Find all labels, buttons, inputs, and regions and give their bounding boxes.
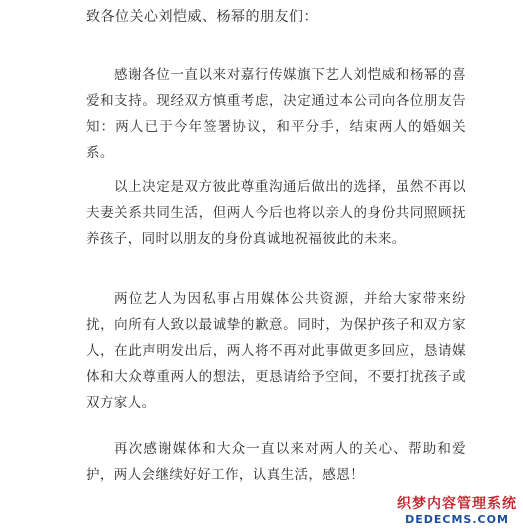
- watermark-en-text: DEDECMS.COM: [405, 513, 509, 526]
- paragraph-decision: 以上决定是双方彼此尊重沟通后做出的选择，虽然不再以夫妻关系共同生活，但两人今后也将以亲人的身份共同照顾抚养孩子，同时以朋友的身份真诚地祝福彼此的未来。: [86, 179, 466, 247]
- paragraph-announcement: 感谢各位一直以来对嘉行传媒旗下艺人刘恺威和杨幂的喜爱和支持。现经双方慎重考虑，决定通过本公司向各位朋友告知：两人已于今年签署协议，和平分手，结束两人的婚姻关系。: [86, 67, 466, 161]
- salutation: 致各位关心刘恺威、杨幂的朋友们：: [86, 9, 318, 25]
- dedecms-watermark: [397, 497, 517, 525]
- paragraph-apology: 两位艺人为因私事占用媒体公共资源，并给大家带来纷扰，向所有人致以最诚挚的歉意。同时，为保护孩子和双方家人，在此声明发出后，两人将不再对此事做更多回应，恳请媒体和大众尊重两人的想法，更恳请给予空间，不要打扰孩子或双方家人。: [86, 291, 466, 411]
- watermark-cn-text: 织梦内容管理系统: [397, 496, 517, 512]
- paragraph-thanks: 再次感谢媒体和大众一直以来对两人的关心、帮助和爱护，两人会继续好好工作，认真生活，感恩！: [86, 441, 466, 483]
